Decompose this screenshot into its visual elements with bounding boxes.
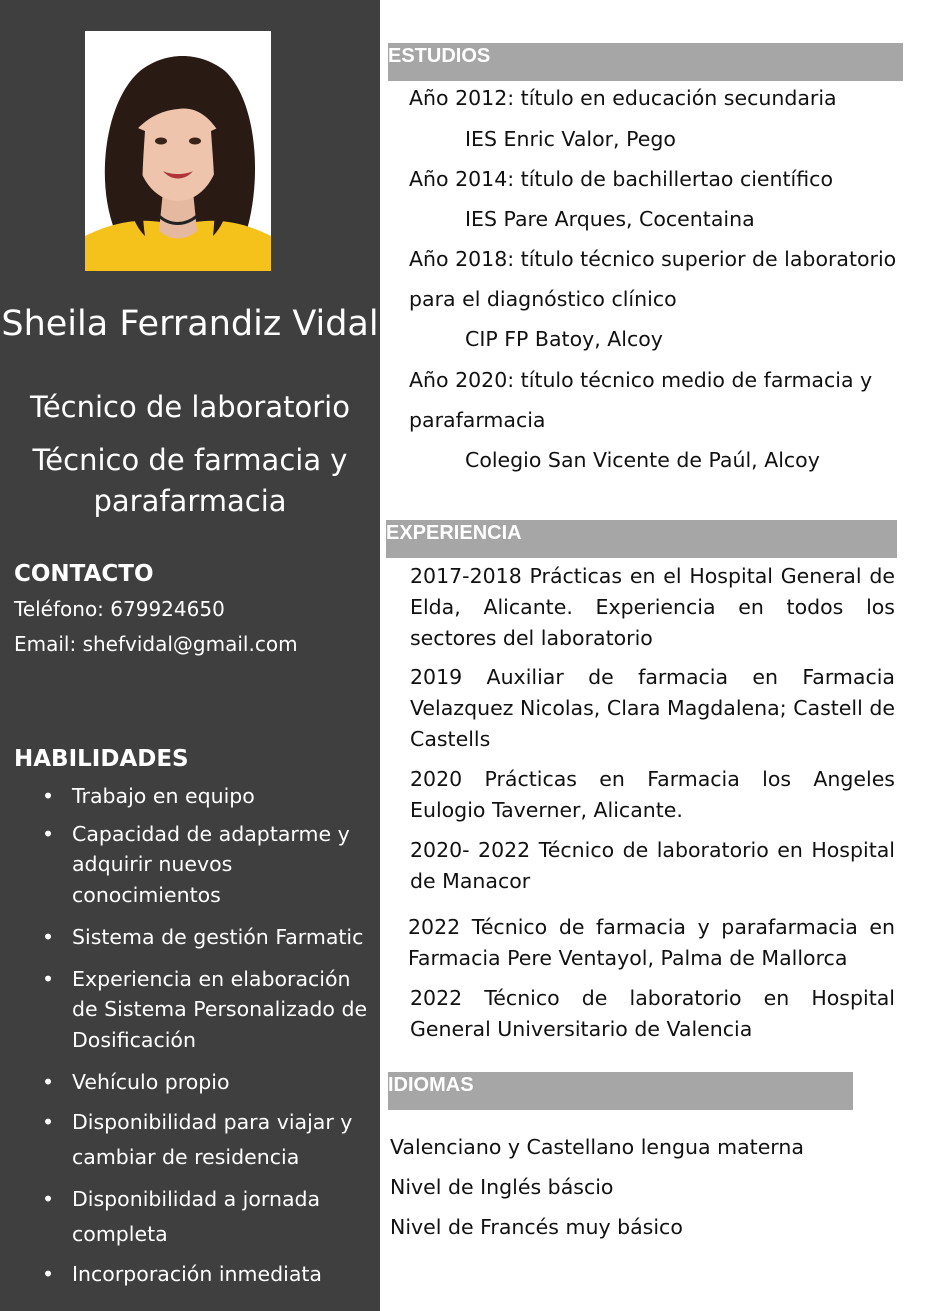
candidate-name: Sheila Ferrandiz Vidal (1, 304, 379, 344)
experience-item: 2020 Prácticas en Farmacia los Angeles Eulogio Taverner, Alicante. (410, 767, 895, 822)
experience-header: EXPERIENCIA (386, 520, 897, 558)
study-line: Año 2012: título en educación secundaria (409, 86, 837, 110)
skill-item: • Experiencia en elaboración de Sistema Personalizado de Dosificación (40, 964, 370, 1056)
experience-item: 2019 Auxiliar de farmacia en Farmacia Velazquez Nicolas, Clara Magdalena; Castell de Castells (410, 665, 895, 751)
sidebar (0, 0, 380, 1311)
role-line-1: Técnico de laboratorio (30, 390, 350, 424)
studies-header: ESTUDIOS (388, 43, 903, 81)
study-line: Año 2020: título técnico medio de farmacia y (409, 368, 873, 392)
skills-title: HABILIDADES (14, 746, 189, 772)
skills-list (40, 781, 370, 1289)
role-line-2: Técnico de farmacia y (32, 443, 348, 477)
study-line: para el diagnóstico clínico (409, 287, 677, 311)
contact-email: Email: shefvidal@gmail.com (14, 632, 298, 656)
study-line: Año 2018: título técnico superior de laboratorio (409, 247, 897, 271)
contact-phone: Teléfono: 679924650 (14, 597, 225, 621)
study-line: Año 2014: título de bachillertao científico (409, 167, 833, 191)
skill-item: • Incorporación inmediata (40, 1259, 370, 1290)
experience-item: 2017-2018 Prácticas en el Hospital General de Elda, Alicante. Experiencia en todos los sectores del laboratorio (410, 564, 895, 650)
language-line: Nivel de Inglés báscio (390, 1175, 614, 1199)
profile-photo (85, 31, 271, 271)
experience-item: 2020- 2022 Técnico de laboratorio en Hospital de Manacor (410, 838, 895, 893)
role-line-3: parafarmacia (93, 484, 287, 518)
study-line: IES Enric Valor, Pego (465, 127, 676, 151)
contact-title: CONTACTO (14, 561, 154, 587)
experience-item: 2022 Técnico de laboratorio en Hospital General Universitario de Valencia (410, 986, 895, 1041)
study-line: CIP FP Batoy, Alcoy (465, 327, 663, 351)
language-line: Nivel de Francés muy básico (390, 1215, 683, 1239)
study-line: parafarmacia (409, 408, 546, 432)
study-line: Colegio San Vicente de Paúl, Alcoy (465, 448, 820, 472)
study-line: IES Pare Arques, Cocentaina (465, 207, 755, 231)
skill-item: • Disponibilidad a jornada completa (40, 1182, 370, 1252)
skill-item: • Capacidad de adaptarme y adquirir nuevos conocimientos (40, 819, 370, 911)
skill-item: • Sistema de gestión Farmatic (40, 922, 370, 953)
languages-header: IDIOMAS (388, 1072, 853, 1110)
experience-item: 2022 Técnico de farmacia y parafarmacia en Farmacia Pere Ventayol, Palma de Mallorca (408, 915, 895, 970)
skill-item: • Vehículo propio (40, 1067, 370, 1098)
skill-item: • Disponibilidad para viajar y cambiar de residencia (40, 1105, 370, 1175)
portrait-image (85, 31, 271, 271)
language-line: Valenciano y Castellano lengua materna (390, 1135, 804, 1159)
skill-item: • Trabajo en equipo (40, 781, 370, 812)
